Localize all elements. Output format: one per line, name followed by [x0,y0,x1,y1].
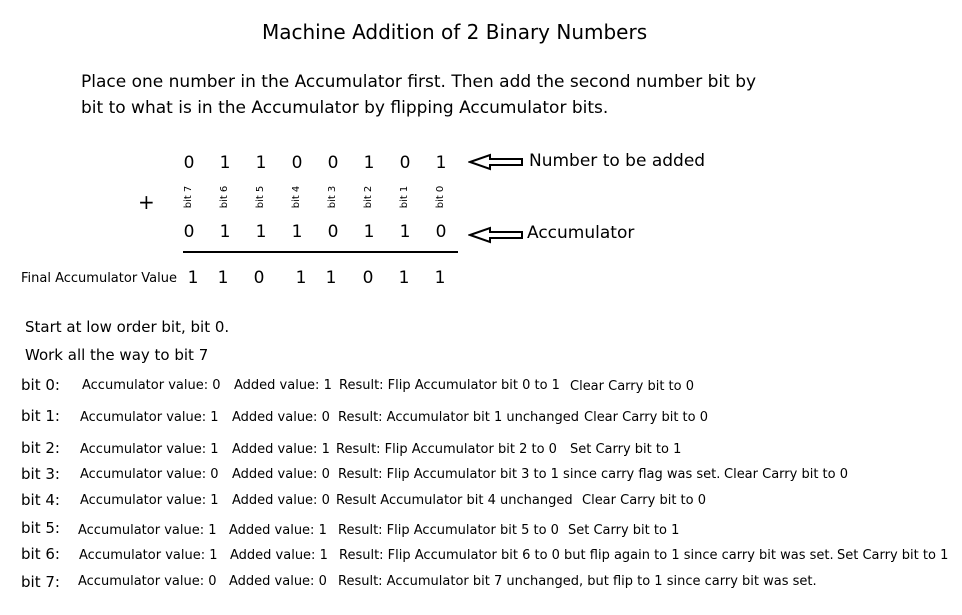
accumulator-bit-1: 1 [399,222,411,242]
final-bit-4: 1 [295,268,307,288]
diagram-title: Machine Addition of 2 Binary Numbers [262,20,648,44]
step-carry: Clear Carry bit to 0 [570,379,695,394]
accumulator-bit-6: 1 [219,222,231,242]
step-bit-name: bit 0: [21,376,60,394]
step-result: Result Accumulator bit 4 unchanged [336,493,573,508]
accumulator-bit-7: 0 [183,222,195,242]
final-bit-2: 0 [362,268,374,288]
number-bit-3: 0 [327,153,339,173]
step-bit-name: bit 6: [21,545,60,563]
step-acc-value: Accumulator value: 1 [80,410,219,425]
bit-label-6: bit 6 [219,185,230,209]
step-added-value: Added value: 0 [232,493,330,508]
step-acc-value: Accumulator value: 1 [79,548,218,563]
step-result: Result: Flip Accumulator bit 0 to 1 [339,378,560,393]
step-acc-value: Accumulator value: 1 [80,493,219,508]
step-acc-value: Accumulator value: 1 [80,442,219,457]
step-result: Result: Flip Accumulator bit 2 to 0 [336,442,557,457]
step-carry: Set Carry bit to 1 [837,548,949,563]
number-bit-1: 0 [399,153,411,173]
step-bit-name: bit 2: [21,439,60,457]
step-acc-value: Accumulator value: 0 [82,378,221,393]
bit-label-2: bit 2 [363,185,374,209]
note-work: Work all the way to bit 7 [25,346,209,364]
number-bit-0: 1 [435,153,447,173]
bit-label-4: bit 4 [291,185,302,209]
number-to-add-label: Number to be added [529,151,706,171]
final-bit-1: 1 [398,268,410,288]
number-bit-6: 1 [219,153,231,173]
step-acc-value: Accumulator value: 1 [78,523,217,538]
step-bit-name: bit 5: [21,519,60,537]
final-bit-0: 1 [434,268,446,288]
step-added-value: Added value: 0 [229,574,327,589]
intro-line-1: Place one number in the Accumulator first. Then add the second number bit by [81,72,757,92]
number-bit-4: 0 [291,153,303,173]
final-bit-7: 1 [187,268,199,288]
step-added-value: Added value: 1 [234,378,332,393]
step-added-value: Added value: 1 [230,548,328,563]
step-acc-value: Accumulator value: 0 [80,467,219,482]
plus-sign: + [138,190,155,214]
step-bit-name: bit 1: [21,407,60,425]
accumulator-bit-5: 1 [255,222,267,242]
accumulator-bit-3: 0 [327,222,339,242]
step-acc-value: Accumulator value: 0 [78,574,217,589]
bit-label-7: bit 7 [183,185,194,209]
note-start: Start at low order bit, bit 0. [25,318,230,336]
bit-label-5: bit 5 [255,185,266,209]
arrow-left-icon [468,153,524,171]
final-accumulator-label: Final Accumulator Value [21,271,177,286]
final-bit-5: 0 [253,268,265,288]
step-result: Result: Accumulator bit 7 unchanged, but flip to 1 since carry bit was set. [338,574,817,589]
step-added-value: Added value: 1 [229,523,327,538]
accumulator-bit-2: 1 [363,222,375,242]
step-result: Result: Flip Accumulator bit 5 to 0 [338,523,559,538]
intro-line-2: bit to what is in the Accumulator by flipping Accumulator bits. [81,98,609,118]
bit-label-1: bit 1 [399,185,410,209]
number-bit-7: 0 [183,153,195,173]
accumulator-label: Accumulator [527,223,635,243]
final-bit-3: 1 [325,268,337,288]
step-result: Result: Flip Accumulator bit 6 to 0 but flip again to 1 since carry bit was set. [339,548,834,563]
step-added-value: Added value: 0 [232,467,330,482]
step-result: Result: Accumulator bit 1 unchanged [338,410,579,425]
number-bit-2: 1 [363,153,375,173]
number-bit-5: 1 [255,153,267,173]
step-added-value: Added value: 1 [232,442,330,457]
step-bit-name: bit 7: [21,573,60,591]
bit-label-3: bit 3 [327,185,338,209]
step-bit-name: bit 4: [21,491,60,509]
sum-rule-line [183,251,458,253]
arrow-left-icon [468,226,524,244]
step-carry: Clear Carry bit to 0 [582,493,707,508]
step-added-value: Added value: 0 [232,410,330,425]
step-carry: Clear Carry bit to 0 [724,467,849,482]
accumulator-bit-4: 1 [291,222,303,242]
bit-label-0: bit 0 [435,185,446,209]
step-result: Result: Flip Accumulator bit 3 to 1 since carry flag was set. [338,467,721,482]
step-bit-name: bit 3: [21,465,60,483]
accumulator-bit-0: 0 [435,222,447,242]
step-carry: Set Carry bit to 1 [568,523,680,538]
step-carry: Set Carry bit to 1 [570,442,682,457]
final-bit-6: 1 [217,268,229,288]
step-carry: Clear Carry bit to 0 [584,410,709,425]
